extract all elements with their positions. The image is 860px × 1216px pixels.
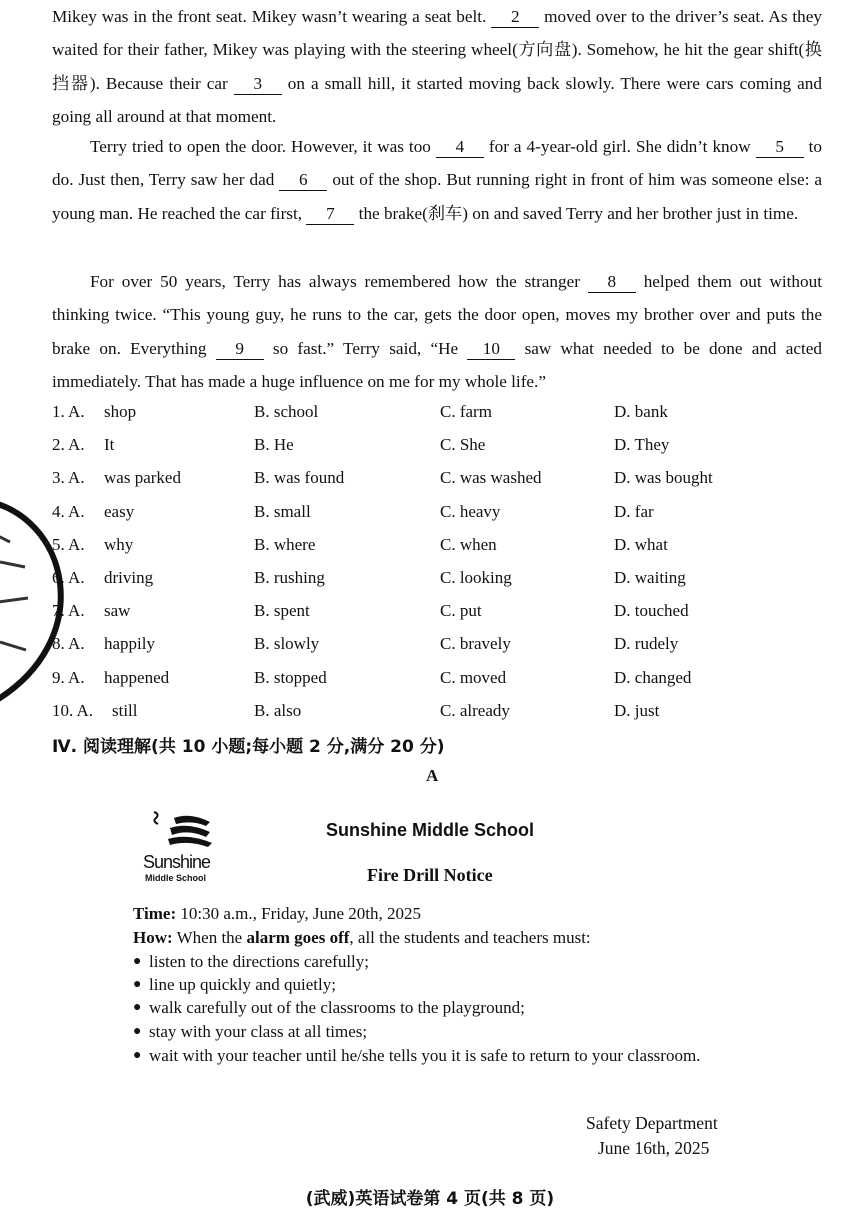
option-b: B. small: [254, 501, 311, 521]
option-a: why: [104, 534, 134, 554]
notice-bullet: ● stay with your class at all times;: [133, 1020, 709, 1044]
school-name: Sunshine Middle School: [326, 820, 535, 840]
option-d: D. was bought: [614, 468, 713, 488]
option-row: [52, 664, 832, 697]
option-d: D. They: [614, 435, 670, 455]
text: For over 50 years, Terry has always remembered how the stranger: [90, 272, 588, 291]
option-d: D. touched: [614, 601, 689, 621]
text-bold: alarm goes off: [246, 928, 350, 947]
option-d: D. rudely: [614, 634, 679, 654]
option-c: C. looking: [440, 567, 512, 587]
option-row: [52, 597, 832, 630]
question-number: 8. A.: [52, 634, 85, 654]
option-row: [52, 630, 832, 663]
notice-time: [133, 902, 693, 926]
blank-4: 4: [436, 137, 484, 158]
answer-options: [52, 398, 832, 730]
text: for a 4-year-old girl. She didn’t know: [483, 137, 756, 156]
option-b: B. where: [254, 534, 316, 554]
blank-10: 10: [467, 339, 515, 360]
passage-paragraph-3: [52, 265, 822, 399]
option-a: It: [104, 435, 115, 455]
option-a: happened: [104, 667, 170, 687]
logo-subtitle: Middle School: [145, 873, 207, 883]
option-a: still: [112, 700, 138, 720]
notice-how: [133, 926, 693, 950]
option-c: C. farm: [440, 402, 492, 421]
text: to do. Just then, Terry saw her dad: [52, 137, 823, 190]
text: , all the students and teachers must:: [349, 928, 591, 947]
option-row: [52, 564, 832, 597]
option-d: D. what: [614, 534, 668, 554]
option-c: C. was washed: [440, 468, 542, 488]
blank-9: 9: [216, 339, 264, 360]
question-number: 5. A.: [52, 534, 85, 554]
page-footer: (武威)英语试卷第 4 页(共 8 页): [305, 1189, 555, 1209]
how-label: How:: [133, 928, 173, 947]
option-b: B. was found: [254, 468, 345, 488]
option-a: shop: [104, 402, 137, 421]
option-c: C. moved: [440, 667, 507, 687]
option-c: C. She: [440, 435, 486, 455]
option-a: easy: [104, 501, 135, 521]
option-b: B. slowly: [254, 634, 320, 654]
text: the brake(刹车) on and saved Terry and her brother just in time.: [354, 203, 799, 223]
option-b: B. also: [254, 700, 302, 720]
text: Terry tried to open the door. However, it was too: [90, 137, 436, 156]
notice-bullet: ● wait with your teacher until he/she tells you it is safe to return to your classroom.: [133, 1044, 709, 1068]
text: When the: [172, 928, 247, 947]
option-row: [52, 398, 832, 431]
option-c: C. when: [440, 534, 497, 554]
question-number: 3. A.: [52, 468, 85, 488]
option-c: C. bravely: [440, 634, 511, 654]
option-b: B. spent: [254, 601, 310, 621]
text: out of the shop. But running right in front of him was someone else: a young man. He reached the car first,: [52, 170, 822, 223]
text: Mikey was in the front seat. Mikey wasn’t wearing a seat belt.: [52, 7, 492, 26]
question-number: 2. A.: [52, 435, 85, 455]
option-b: B. stopped: [254, 667, 327, 687]
option-c: C. put: [440, 601, 482, 621]
time-value: 10:30 a.m., Friday, June 20th, 2025: [176, 904, 422, 923]
option-d: D. waiting: [614, 567, 686, 587]
text: on a small hill, it started moving back slowly. There were cars coming and going all around at that moment.: [52, 73, 822, 127]
option-a: happily: [104, 634, 155, 654]
option-a: was parked: [104, 468, 181, 488]
signature-department: Safety Department: [586, 1113, 718, 1133]
text: moved over to the driver’s seat. As they waited for their father, Mikey was playing with the steering wheel(方向盘). Somehow, he hit the gear shift(换挡器). Because their car: [52, 7, 822, 93]
option-d: D. changed: [614, 667, 692, 687]
option-row: [52, 498, 832, 531]
blank-3: 3: [234, 74, 282, 95]
option-d: D. just: [614, 700, 660, 720]
option-c: C. already: [440, 700, 510, 720]
section-heading: Ⅳ. 阅读理解(共 10 小题;每小题 2 分,满分 20 分): [52, 737, 445, 757]
notice-title: Fire Drill Notice: [367, 865, 493, 885]
notice-bullet: ● listen to the directions carefully;: [133, 950, 709, 974]
blank-6: 6: [279, 170, 327, 191]
passage-label: A: [426, 766, 439, 785]
option-d: D. far: [614, 501, 654, 521]
option-row: [52, 464, 832, 497]
option-row: [52, 531, 832, 564]
blank-8: 8: [588, 272, 636, 293]
text: so fast.” Terry said, “He: [263, 338, 468, 358]
option-b: B. rushing: [254, 567, 325, 587]
notice-bullet: ● line up quickly and quietly;: [133, 973, 709, 997]
logo-wordmark: Sunshine: [143, 852, 211, 872]
option-c: C. heavy: [440, 501, 501, 521]
question-number: 7. A.: [52, 601, 85, 621]
blank-2: 2: [491, 7, 539, 28]
blank-7: 7: [306, 204, 354, 225]
option-d: D. bank: [614, 402, 668, 421]
blank-5: 5: [756, 137, 804, 158]
passage-paragraph-1: [52, 0, 822, 134]
question-number: 4. A.: [52, 501, 85, 521]
question-number: 6. A.: [52, 567, 85, 587]
notice-bullet: ● walk carefully out of the classrooms to the playground;: [133, 996, 709, 1020]
option-a: saw: [104, 601, 131, 621]
question-number: 10. A.: [52, 700, 94, 720]
question-number: 1. A.: [52, 402, 85, 421]
signature-date: June 16th, 2025: [598, 1138, 710, 1158]
time-label: Time:: [133, 904, 177, 923]
text: helped them out without thinking twice. “This young guy, he runs to the car, gets the door open, moves my brother over and puts the brake on. Everything: [52, 272, 822, 358]
option-a: driving: [104, 567, 154, 587]
passage-paragraph-2: [52, 130, 822, 230]
option-b: B. He: [254, 435, 294, 455]
option-b: B. school: [254, 402, 319, 421]
question-number: 9. A.: [52, 667, 85, 687]
text: saw what needed to be done and acted immediately. That has made a huge influence on me for my whole life.”: [52, 338, 822, 392]
option-row: [52, 431, 832, 464]
option-row: [52, 697, 832, 730]
